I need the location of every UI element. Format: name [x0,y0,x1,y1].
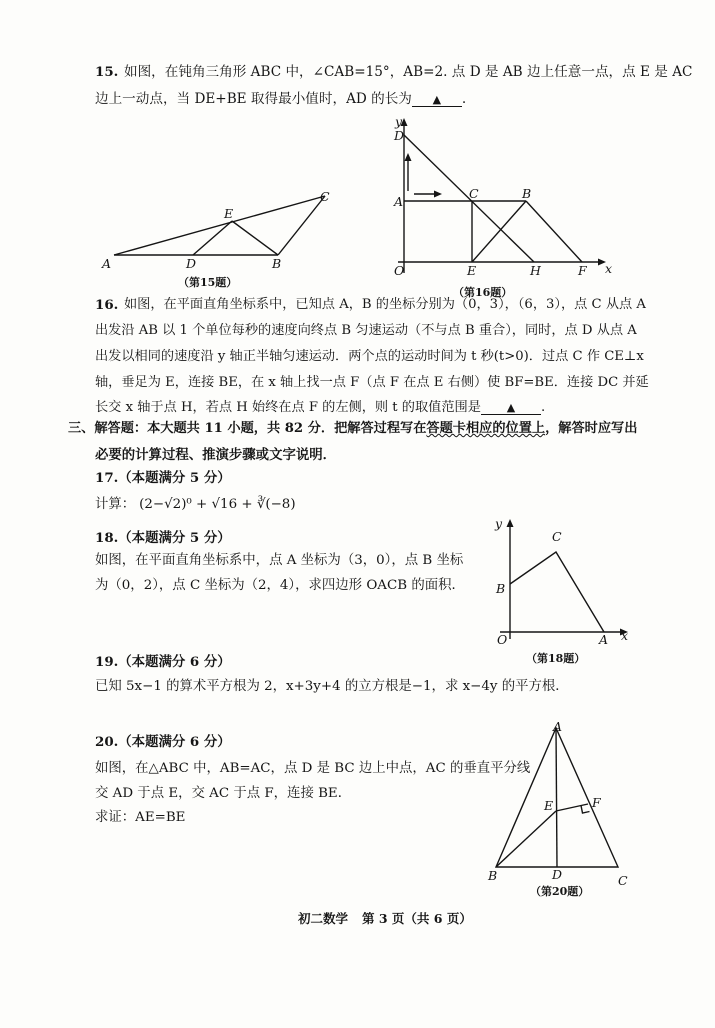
q16-label-f: F [578,263,587,278]
q16-line4: 轴，垂足为 E，连接 BE，在 x 轴上找一点 F（点 F 在点 E 右侧）使 BF=BE．连接 DC 并延 [95,375,649,390]
q16-answer-blank: ▲ [481,401,541,415]
q15-caption: （第15题） [178,276,238,289]
section3-line1: 三、解答题：本大题共 11 小题，共 82 分．把解答过程写在答题卡相应的位置上，解答时应写出 [68,421,638,436]
q15-side-ac [114,196,325,255]
q16-label-x: x [605,261,613,276]
q19-heading: 19.（本题满分 6 分） [95,654,231,670]
q16-line1: 如图，在平面直角坐标系中，已知点 A，B 的坐标分别为（0，3），（6，3），点 C 从点 A [124,297,646,312]
q16-caption: （第16题） [453,286,513,299]
q18-line2: 为（0，2），点 C 坐标为（2，4），求四边形 OACB 的面积． [95,578,465,593]
q20-label-e: E [544,798,554,813]
page-footer [298,911,472,926]
q15-label-a: A [102,256,112,271]
q16-label-o: O [394,263,405,278]
q18-label-o: O [497,632,508,647]
section3-emphasis: 答题卡相应的位置上 [426,421,546,436]
q15-figure [100,185,340,290]
footer-subject: 初二数学 [298,911,349,926]
q20-right-angle-mark [581,806,590,814]
q16-line5: 长交 x 轴于点 H，若点 H 始终在点 F 的左侧，则 t 的取值范围是 ▲ . [95,400,546,415]
q15-label-c: C [320,189,330,204]
q16-line-bf [526,201,582,262]
q18-quadrilateral [510,552,604,632]
q16-label-y: y [395,114,403,129]
section3-line2: 必要的计算过程、推演步骤或文字说明． [95,447,337,463]
q15-segment-be [232,221,278,255]
q20-segment-be [496,811,556,867]
q17-expression: (2−√2)⁰ + √16 + ∛(−8) [139,497,296,512]
footer-page: 第 3 页（共 6 页） [362,911,472,926]
q19-line1: 已知 5x−1 的算术平方根为 2，x+3y+4 的立方根是−1，求 x−4y 的平方根． [95,679,569,694]
q18-caption: （第18题） [526,652,586,665]
q16-label-c: C [469,186,479,201]
q15-label-b: B [272,256,282,271]
q20-figure [484,718,644,908]
q18-label-a: A [599,632,609,647]
q16-label-b: B [522,186,532,201]
q18-label-y: y [495,516,503,531]
q20-bisector-ef [556,804,588,811]
q16-label-h: H [530,263,541,278]
q20-heading: 20.（本题满分 6 分） [95,734,231,750]
q18-label-b: B [496,581,506,596]
q18-heading: 18.（本题满分 5 分） [95,530,231,546]
q20-label-d: D [552,867,563,882]
q16-figure [386,113,616,303]
q16-arrow-right-head [434,191,442,198]
q16-line3: 出发以相同的速度沿 y 轴正半轴匀速运动．两个点的运动时间为 t 秒(t>0)．过点 C 作 CE⊥x [95,349,644,364]
q20-caption: （第20题） [530,885,590,898]
q20-label-b: B [488,868,498,883]
q16-label-e: E [467,263,477,278]
q15-side-bc [278,196,325,255]
q16-number: 16. [95,297,119,313]
q16-arrow-up-head [405,153,412,161]
q17-body: 计算： (2−√2)⁰ + √16 + ∛(−8) [95,497,296,512]
q15-number: 15. [95,64,119,80]
q17-heading: 17.（本题满分 5 分） [95,470,231,486]
q15-line1: 如图，在钝角三角形 ABC 中，∠CAB=15°，AB=2. 点 D 是 AB 边上任意一点，点 E 是 AC [124,64,693,80]
q15-label-e: E [224,206,234,221]
q15-answer-blank: ▲ [412,93,462,107]
q18-label-x: x [621,628,629,643]
q20-label-a: A [553,719,563,734]
q20-line2: 交 AD 于点 E，交 AC 于点 F，连接 BE． [95,786,352,801]
q18-line1: 如图，在平面直角坐标系中，点 A 坐标为（3，0），点 B 坐标 [95,553,464,568]
q16-label-d: D [394,128,405,143]
q18-y-axis-arrowhead [507,519,514,527]
q20-median-ad [556,728,557,867]
q20-label-c: C [618,873,628,888]
q15-label-d: D [186,256,197,271]
q16-label-a: A [394,194,404,209]
q16-line2: 出发沿 AB 以 1 个单位每秒的速度向终点 B 匀速运动（不与点 B 重合），同时，点 D 从点 A [95,323,637,338]
q18-label-c: C [552,529,562,544]
q15-line2: 边上一动点，当 DE+BE 取得最小值时，AD 的长为 ▲ . [95,91,467,107]
q20-line3: 求证：AE=BE [95,810,186,825]
q20-label-f: F [592,795,601,810]
q15-segment-de [193,221,232,255]
q18-figure [486,514,636,670]
q20-line1: 如图，在△ABC 中，AB=AC，点 D 是 BC 边上中点，AC 的垂直平分线 [95,761,531,776]
